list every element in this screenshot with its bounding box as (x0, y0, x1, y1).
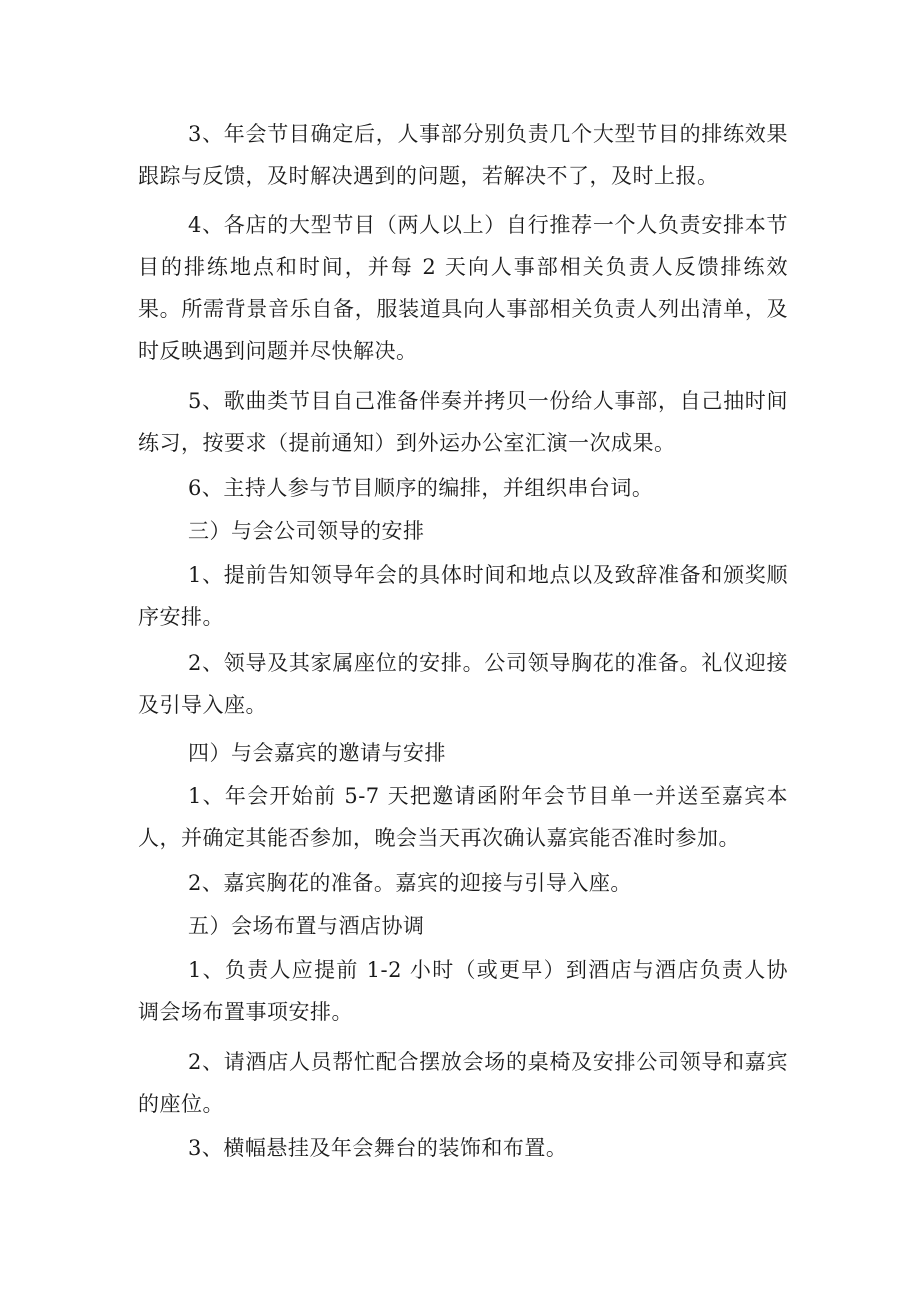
section-heading-leaders: 三）与会公司领导的安排 (188, 519, 425, 543)
section-heading-venue: 五）会场布置与酒店协调 (188, 914, 425, 938)
paragraph-6-host: 6、主持人参与节目顺序的编排，并组织串台词。 (188, 476, 654, 500)
paragraph-4-store-programs: 4、各店的大型节目（两人以上）自行推荐一个人负责安排本节目的排练地点和时间，并每 2 天向人事部相关负责人反馈排练效果。所需背景音乐自备，服装道具向人事部相关负责人列出清单，及时反映遇到问题并尽快解决。 (138, 213, 788, 363)
paragraph-venue-3: 3、横幅悬挂及年会舞台的装饰和布置。 (188, 1136, 568, 1160)
paragraph-guests-1: 1、年会开始前 5-7 天把邀请函附年会节目单一并送至嘉宾本人，并确定其能否参加，晚会当天再次确认嘉宾能否准时参加。 (138, 784, 788, 850)
paragraph-leaders-2: 2、领导及其家属座位的安排。公司领导胸花的准备。礼仪迎接及引导入座。 (138, 651, 788, 717)
paragraph-5-song-programs: 5、歌曲类节目自己准备伴奏并拷贝一份给人事部，自己抽时间练习，按要求（提前通知）到外运办公室汇演一次成果。 (138, 389, 788, 455)
paragraph-guests-2: 2、嘉宾胸花的准备。嘉宾的迎接与引导入座。 (188, 871, 632, 895)
section-heading-guests: 四）与会嘉宾的邀请与安排 (188, 741, 446, 765)
paragraph-venue-1: 1、负责人应提前 1-2 小时（或更早）到酒店与酒店负责人协调会场布置事项安排。 (138, 958, 788, 1024)
paragraph-venue-2: 2、请酒店人员帮忙配合摆放会场的桌椅及安排公司领导和嘉宾的座位。 (138, 1050, 788, 1116)
paragraph-3-program-tracking: 3、年会节目确定后，人事部分别负责几个大型节目的排练效果跟踪与反馈，及时解决遇到的问题，若解决不了，及时上报。 (138, 122, 788, 188)
paragraph-leaders-1: 1、提前告知领导年会的具体时间和地点以及致辞准备和颁奖顺序安排。 (138, 563, 788, 629)
